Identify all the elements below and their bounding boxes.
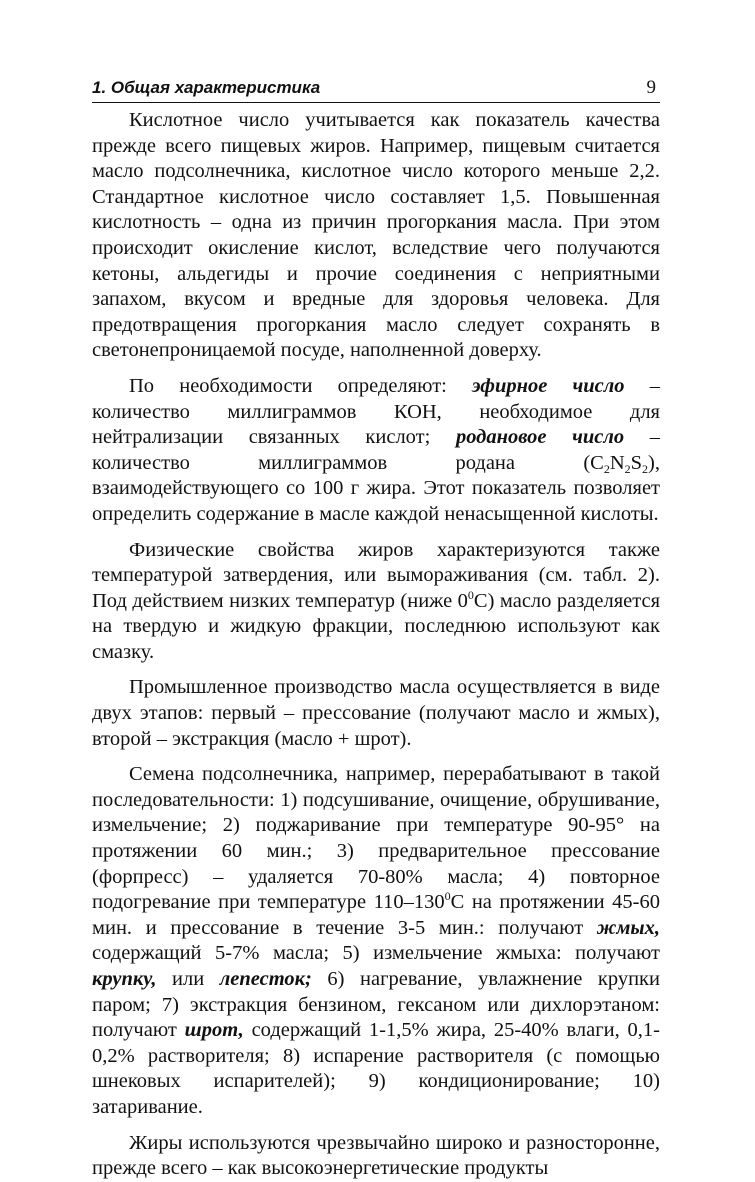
running-title: 1. Общая характеристика <box>92 78 321 97</box>
page-number: 9 <box>646 77 656 98</box>
text-run: S <box>630 451 643 474</box>
paragraph-fats-usage: Жиры используются чрезвычайно широко и разносторонне, прежде всего – как высокоэнергетические продукты <box>92 1131 660 1180</box>
subscript: 2 <box>603 461 610 476</box>
text-run: Физические свойства жиров характеризуются также температурой затвердения, или вымораживания (см. табл. 2). Под действием низких температур (ниже 0 <box>92 538 660 612</box>
paragraph-ester-number <box>92 374 660 528</box>
term-thiocyanate-number: родановое число <box>455 426 625 449</box>
paragraph-acid-number: Кислотное число учитывается как показатель качества прежде всего пищевых жиров. Например, пищевым считается масло подсолнечника, кислотное число которого меньше 2,2. Стандартное кислотное число составляет 1,5. Повышенная кислотность – одна из причин прогоркания масла. При этом происходит окисление кислот, вследствие чего получаются кетоны, альдегиды и прочие соединения с неприятными запахом, вкусом и вредные для здоровья человека. Для предотвращения прогоркания масло следует сохранять в светонепроницаемой посуде, наполненной доверху. <box>92 109 660 362</box>
subscript: 2 <box>642 461 649 476</box>
text-run: N <box>609 451 625 474</box>
text-run: содержащий 1-1,5% жира, 25-40% влаги, 0,1-0,2% растворителя; 8) испарение растворителя (с помощью шнековых испарителей); 9) кондиционирование; 10) затаривание. <box>92 1019 660 1118</box>
term-meal: шрот, <box>184 1019 244 1042</box>
text-run: или <box>156 968 220 990</box>
running-header <box>92 78 660 103</box>
superscript: 0 <box>444 889 451 904</box>
text-run: C) масло разделяется на твердую и жидкую фракции, последнюю используют как смазку. <box>92 589 660 663</box>
superscript: 0 <box>467 587 474 602</box>
term-flake: лепесток; <box>219 968 312 990</box>
body-text <box>92 108 660 1182</box>
text-run: По необходимости определяют: <box>129 374 473 397</box>
text-run: содержащий 5-7% масла; 5) измельчение жмыха: получают <box>92 942 660 965</box>
text-run: 6) нагревание, увлажнение крупки паром; 7) экстракция бензином, гексаном или дихлорэтаном: получают <box>92 968 660 1042</box>
subscript: 2 <box>624 461 631 476</box>
term-grits: крупку, <box>92 968 157 990</box>
text-run: – количество миллиграммов родана (C <box>92 426 660 474</box>
term-ester-number: эфирное число <box>472 374 625 397</box>
paragraph-sunflower-processing <box>92 762 660 1120</box>
term-oilcake: жмых, <box>596 916 660 939</box>
text-run: ), взаимодействующего со 100 г жира. Этот показатель позволяет определить содержание в масле каждой ненасыщенной кислоты. <box>92 451 660 525</box>
paragraph-physical-properties <box>92 538 660 666</box>
text-run: C на протяжении 45-60 мин. и прессование в течение 3-5 мин.: получают <box>92 891 660 939</box>
text-run: Семена подсолнечника, например, перерабатывают в такой последовательности: 1) подсушивание, очищение, обрушивание, измельчение; 2) поджаривание при температуре 90-95° на протяжении 60 мин.; 3) предварительное прессование (форпресс) – удаляется 70-80% масла; 4) повторное подогревание при температуре 110–130 <box>92 763 660 914</box>
text-run: – количество миллиграммов КОН, необходимое для нейтрализации связанных кислот; <box>92 374 660 449</box>
paragraph-industrial-production: Промышленное производство масла осуществляется в виде двух этапов: первый – прессование (получают масло и жмых), второй – экстракция (масло + шрот). <box>92 676 660 750</box>
